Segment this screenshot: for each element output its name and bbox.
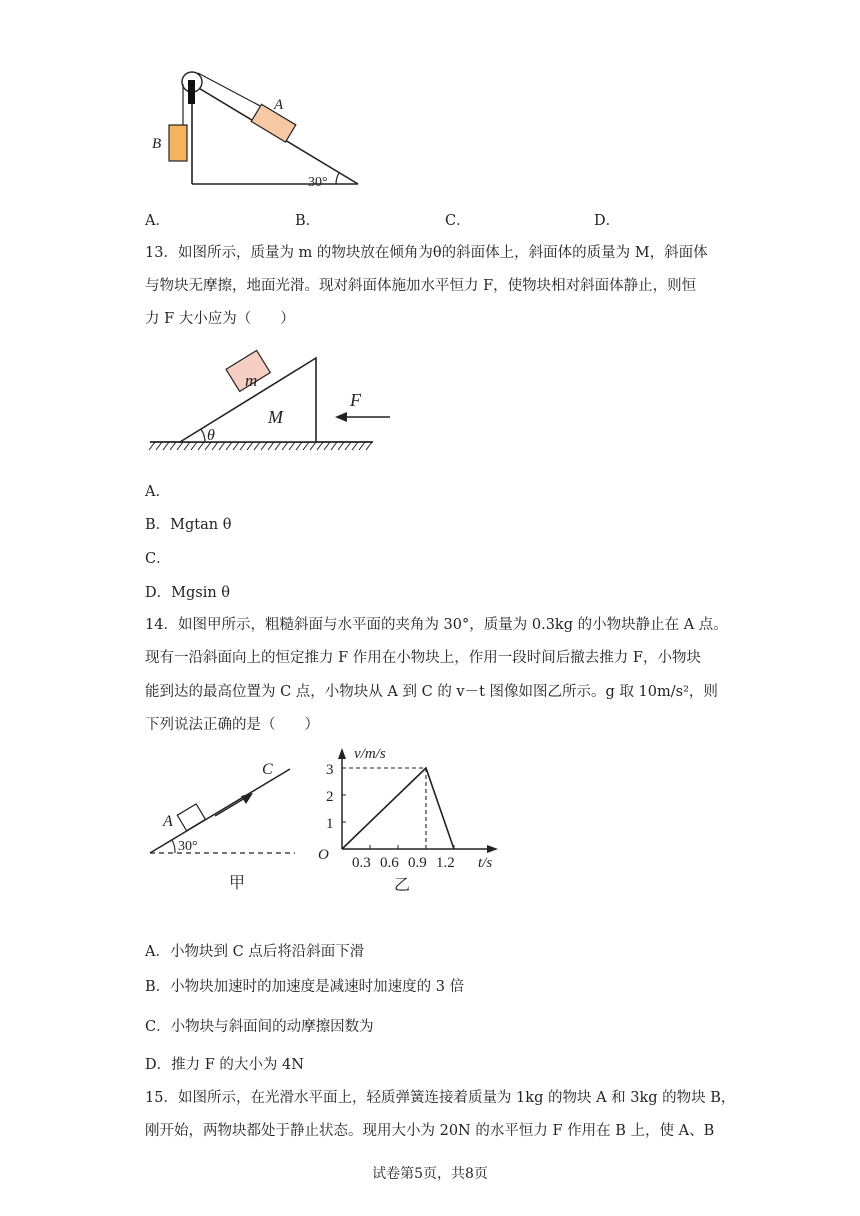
label-b: B [152, 136, 162, 152]
q12-option-a: A． [145, 213, 170, 229]
vt-series-line [342, 768, 454, 849]
q15-text-line1: 15．如图所示，在光滑水平面上，轻质弹簧连接着质量为 1kg 的物块 A 和 3kg 的物块 B， [145, 1090, 736, 1106]
q13-option-d: D．Mgsin θ [145, 585, 231, 601]
angle-label: 30° [308, 175, 328, 190]
q14-option-a: A．小物块到 C 点后将沿斜面下滑 [145, 944, 365, 960]
q13-option-a: A． [145, 484, 170, 500]
q14-text-line1: 14．如图甲所示，粗糙斜面与水平面的夹角为 30°，质量为 0.3kg 的小物块静止在 A 点。 [145, 617, 728, 633]
ytick-1: 1 [326, 816, 334, 832]
q14-text-line4: 下列说法正确的是（ ） [145, 717, 319, 733]
q14-option-c: C．小物块与斜面间的动摩擦因数为 [145, 1019, 374, 1035]
q13-option-b: B．Mgtan θ [145, 517, 232, 533]
ytick-3: 3 [326, 762, 334, 778]
caption-yi: 乙 [394, 877, 411, 894]
figure-q14-yi-vt-chart [310, 740, 505, 896]
mass-large-label: M [268, 407, 283, 427]
axis-ylabel: v/m/s [354, 746, 386, 762]
xtick-0.9: 0.9 [408, 855, 427, 871]
xtick-1.2: 1.2 [436, 855, 455, 871]
mass-small-label: m [245, 371, 258, 390]
q12-option-d: D． [594, 213, 621, 229]
q14-option-b: B．小物块加速时的加速度是减速时加速度的 3 倍 [145, 979, 465, 995]
ytick-2: 2 [326, 789, 334, 805]
q12-option-b: B． [295, 213, 321, 229]
block-b [169, 125, 187, 161]
page-footer: 试卷第5页，共8页 [372, 1166, 488, 1182]
xtick-0.6: 0.6 [380, 855, 399, 871]
point-c-label: C [262, 761, 273, 778]
label-a: A [274, 97, 284, 113]
point-a-label: A [163, 813, 173, 830]
q15-text-line2: 刚开始，两物块都处于静止状态。现用大小为 20N 的水平恒力 F 作用在 B 上，使 A、B [145, 1123, 715, 1139]
q14-text-line2: 现有一沿斜面向上的恒定推力 F 作用在小物块上，作用一段时间后撤去推力 F，小物块 [145, 650, 701, 666]
force-label: F [350, 390, 361, 410]
angle-theta-label: θ [207, 427, 215, 444]
q14-option-d: D．推力 F 的大小为 4N [145, 1057, 304, 1073]
q13-text-line2: 与物块无摩擦，地面光滑。现对斜面体施加水平恒力 F，使物块相对斜面体静止，则恒 [145, 278, 697, 294]
q13-text-line1: 13．如图所示，质量为 m 的物块放在倾角为θ的斜面体上，斜面体的质量为 M，斜面体 [145, 245, 708, 261]
q12-option-c: C． [445, 213, 471, 229]
q13-option-c: C． [145, 551, 171, 567]
xtick-0.3: 0.3 [352, 855, 371, 871]
figure-q14-jia [145, 752, 305, 894]
q14-text-line3: 能到达的最高位置为 C 点，小物块从 A 到 C 的 v－t 图像如图乙所示。g 取 10m/s²，则 [145, 684, 718, 700]
axis-xlabel: t/s [478, 855, 493, 871]
figure-q12 [140, 62, 370, 194]
caption-jia: 甲 [229, 875, 246, 892]
q13-text-line3: 力 F 大小应为（ ） [145, 311, 295, 327]
small-block [177, 804, 205, 831]
incline-angle-label: 30° [178, 839, 198, 854]
figure-q13 [145, 348, 395, 464]
origin-label: O [318, 847, 329, 863]
